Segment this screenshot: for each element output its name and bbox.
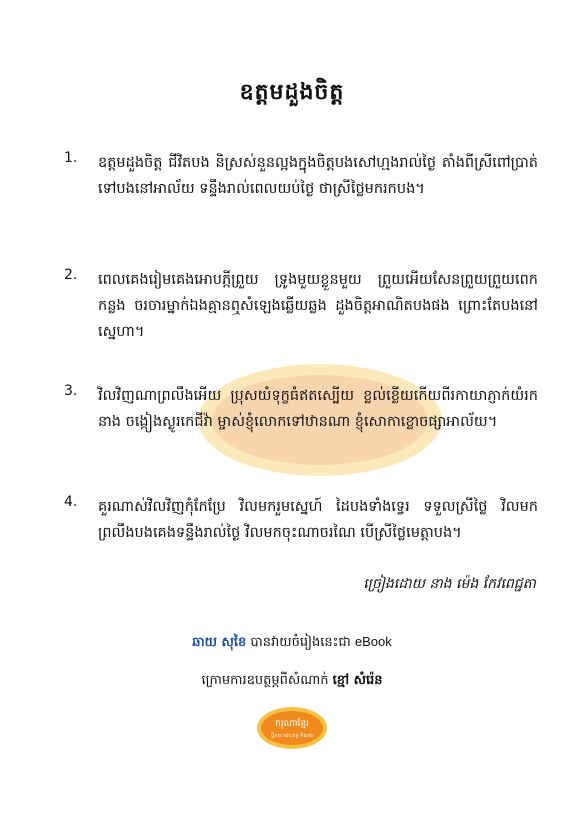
- typist-note: បានវាយចំរៀងនេះជា: [250, 635, 351, 650]
- verse-number: 1.: [64, 150, 78, 166]
- logo-subtitle: ប្តីខាន ដោះឧក្ក កិសាង: [271, 733, 313, 739]
- sponsor-prefix: ក្រោមការឧបត្ថម្ភពីសំណាក់: [201, 673, 329, 688]
- verse-text: គួរណាស់វិលវិញកុំកែប្រែ វិលមករួមស្នេហ៍ ដៃបងទាំងទ្វេរ ទទួលស្រីថ្លៃ វិលមកព្រលឹងបងគេងទន្ទឹងរាល់ថ្ងៃ វិលមកចុះណាចរណៃ បើស្រីថ្លៃមេត្តាបង។: [98, 499, 538, 541]
- author-credit: ច្រៀងដោយ នាង ម៉េង កែវពេជ្ជតា: [363, 576, 536, 592]
- verse-number: 3.: [64, 383, 78, 399]
- verse-number: 4.: [64, 494, 78, 510]
- verse-text: ពេលគេងរៀមគេងអោបភ្កីព្រួយ ទ្រូងមួយខ្លួនមួយ ព្រួយអើយសែនព្រួយព្រួយពេកកន្លង ចរចារម្នាក់ឯងគ្មានឮសំឡេងឆ្លើយឆ្លង ដួងចិត្តអាណិតបងផង ព្រោះតែបងនៅស្នេហា។: [98, 272, 538, 340]
- ebook-label: eBook: [354, 634, 392, 649]
- sponsor-credit: [0, 672, 584, 691]
- typist-credit: [0, 634, 584, 653]
- verse-text: វិលវិញណាព្រលឹងអើយ ប្រុសយំទុក្ខធំឥតស្បើយ ខ្លល់ខ្លើយកើយពីរកាយាភ្ញាក់យំរកនាង ចង្កៀងស្ងូរកេជីវ៉ា ម្ចាស់ខ្ញុំលោកទៅឋានណា ខ្ញុំសោកាខ្លោចផ្សាអាល័យ។: [98, 388, 538, 430]
- logo-title: ករុណាខ្មែរ: [275, 719, 309, 729]
- verse-number: 2.: [64, 267, 78, 283]
- typist-name: ឆាយ សុខៃ: [192, 635, 247, 650]
- verse-text: ឧត្តមដួងចិត្ត ជីវិតបង និស្រស់នួនល្អងក្នុងចិត្តបងសៅហ្មងរាល់ថ្ងៃ តាំងពីស្រីពៅប្រាត់ទៅបងនៅអាល័យ ទន្ទឹងរាល់ពេលយប់ថ្ងៃ ថាស្រីថ្លៃមករកបង។: [98, 155, 538, 197]
- page-title: ឧត្តមដួងចិត្ត: [239, 80, 345, 105]
- karuna-khmer-logo-icon: [256, 706, 328, 750]
- sponsor-name: ខ្មៅ សំរ៉េន: [332, 673, 383, 688]
